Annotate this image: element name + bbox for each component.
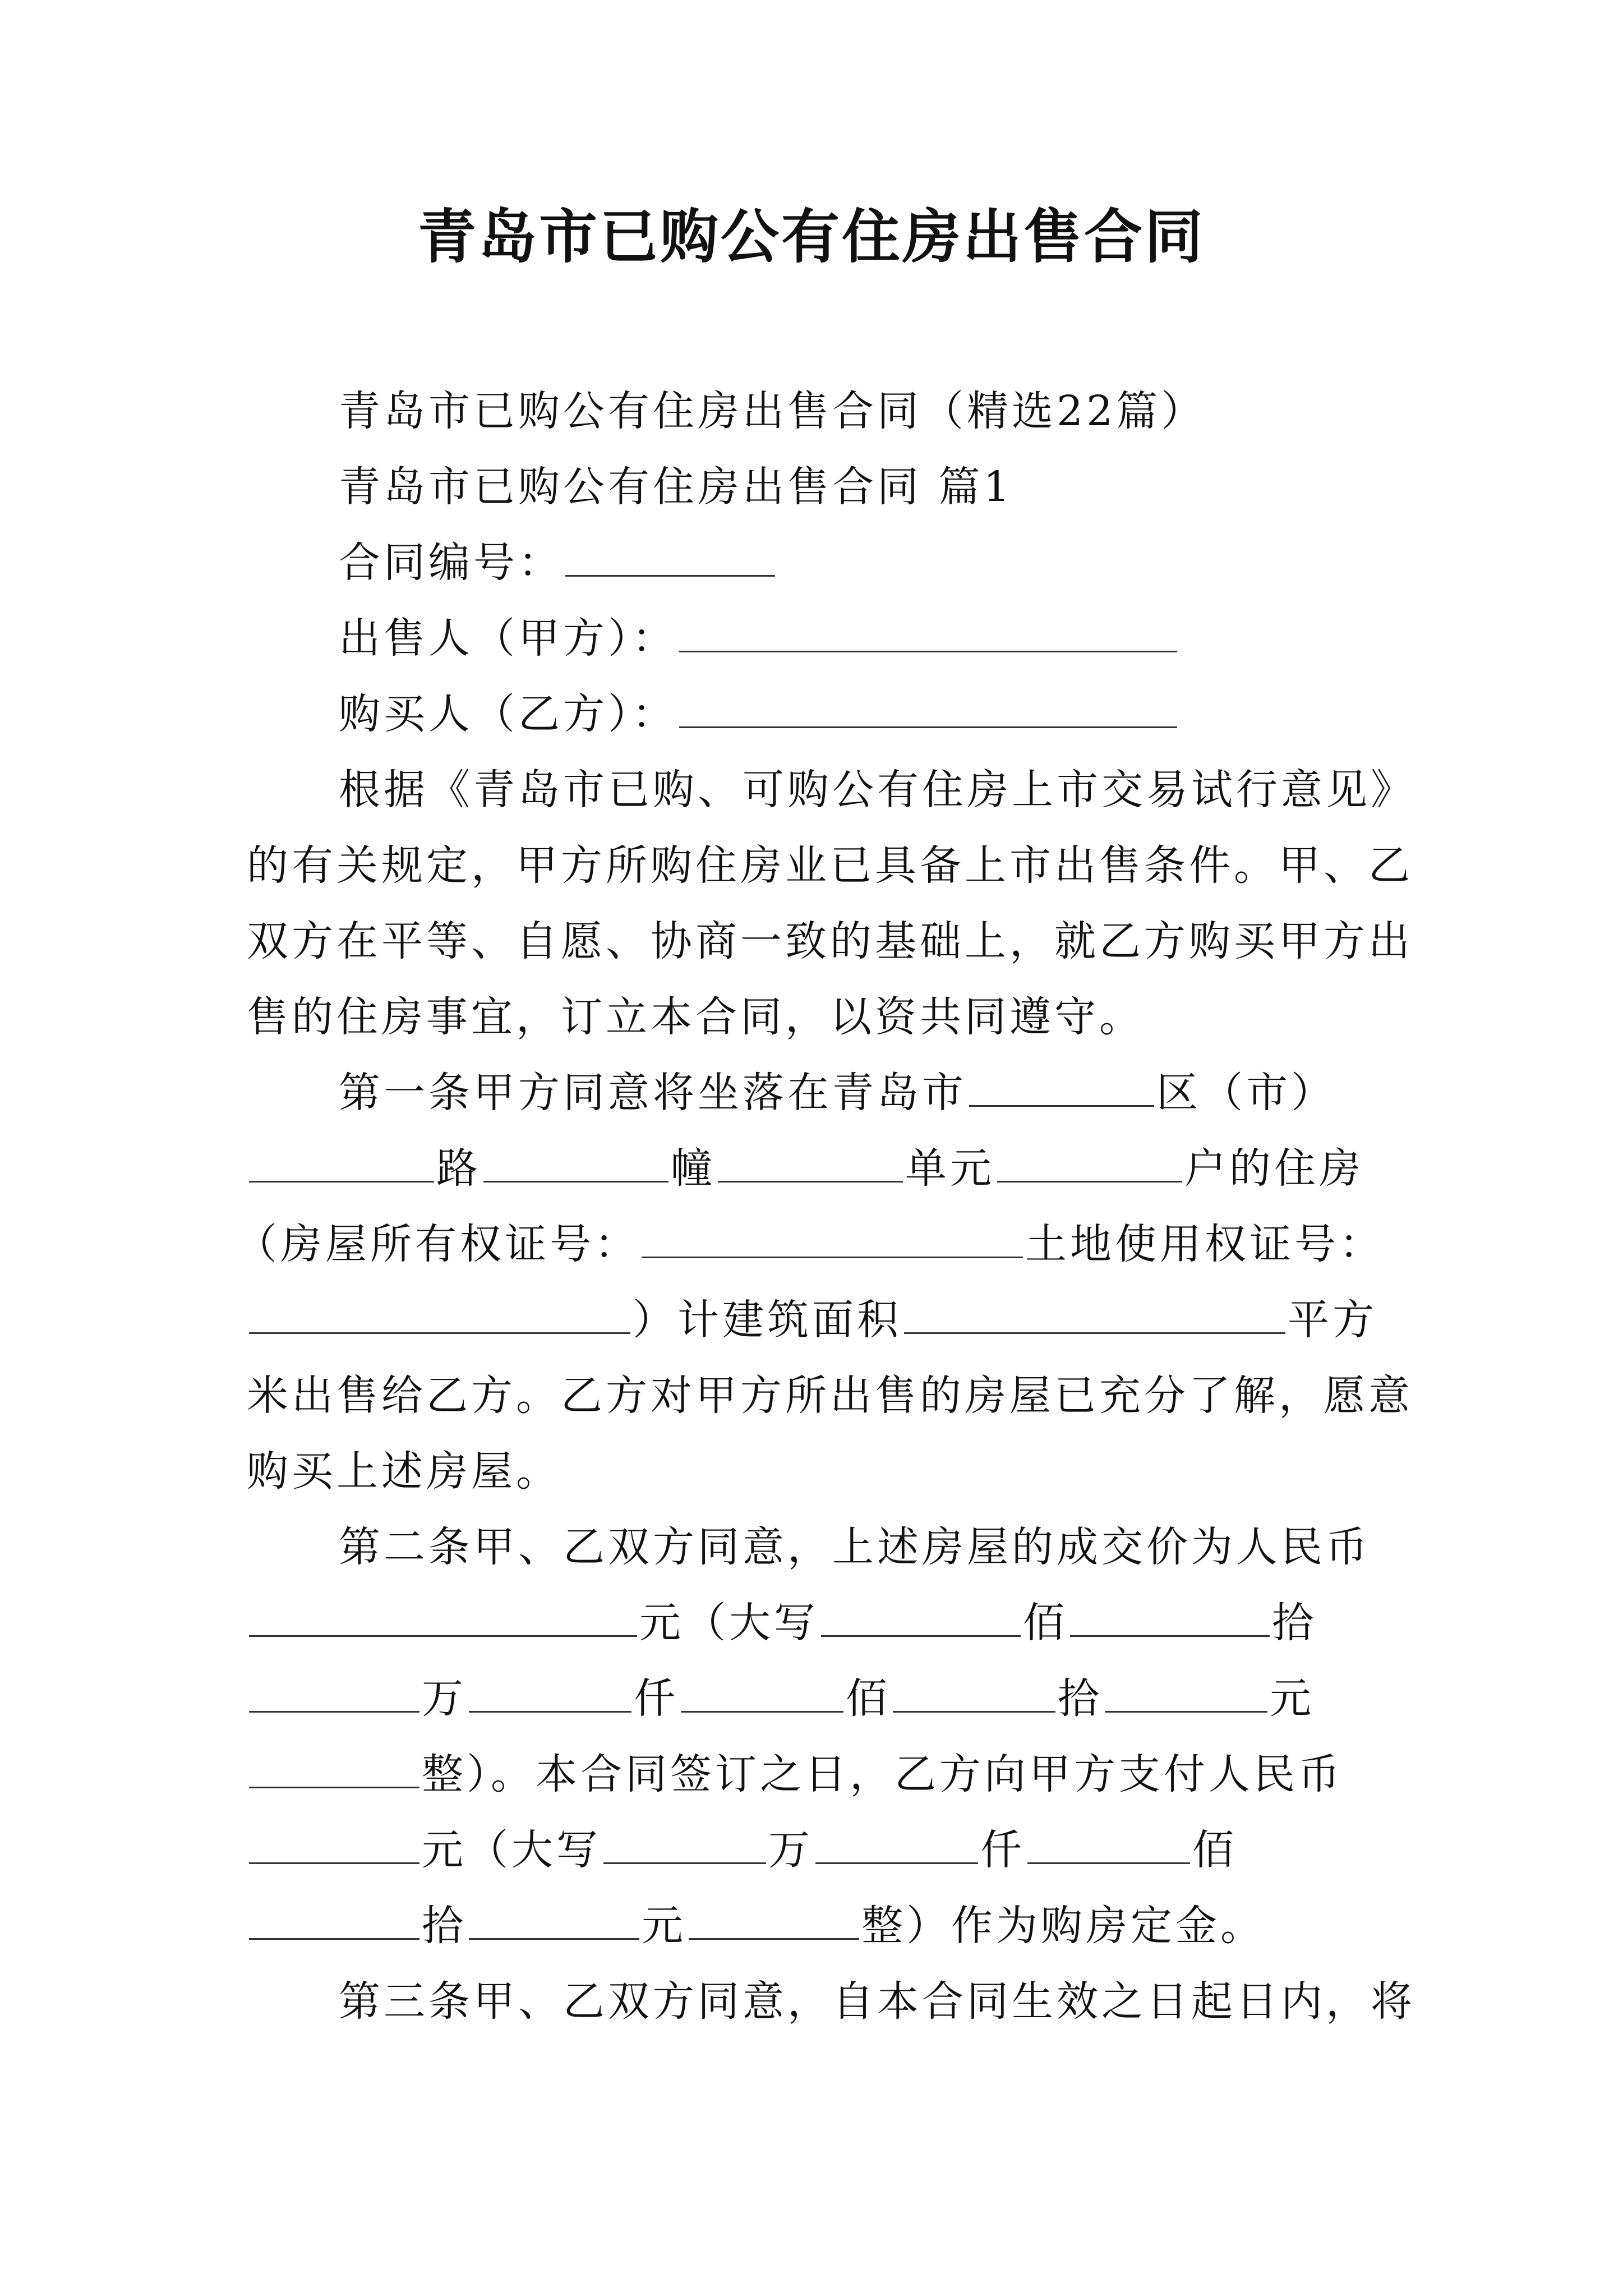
article2-text: 拾 (422, 1902, 467, 1950)
article2-text: 元 (642, 1902, 686, 1950)
buyer-label: 购买人（乙方）： (339, 690, 677, 738)
land-cert-blank (249, 1295, 630, 1334)
article1-text: 单元 (905, 1144, 995, 1193)
article2-line: 第二条甲、乙双方同意，上述房屋的成交价为人民币 (339, 1523, 1371, 1571)
article1-text: 路 (436, 1144, 481, 1193)
article2-text: 佰 (846, 1674, 891, 1723)
deposit-blank (249, 1825, 419, 1864)
seller-line (339, 610, 1179, 666)
price-hundreds-blank (821, 1598, 1021, 1637)
article2-text: 万 (422, 1674, 467, 1723)
deposit-shi-blank (249, 1901, 419, 1940)
deposit-bai-blank (1027, 1825, 1190, 1864)
deposit-yuan-blank (469, 1901, 639, 1940)
preamble-line: 售的住房事宜，订立本合同，以资共同遵守。 (247, 993, 1144, 1041)
article1-text: （房屋所有权证号： (236, 1220, 639, 1268)
qian-blank (469, 1674, 631, 1713)
yuan-blank (1105, 1674, 1267, 1713)
article2-text: 拾 (1058, 1674, 1103, 1723)
article1-line (339, 1065, 1336, 1121)
article2-text: 仟 (634, 1674, 679, 1723)
contract-number-line (339, 535, 777, 591)
document-title: 青岛市已购公有住房出售合同 (417, 202, 1205, 271)
deposit-wan-blank (603, 1825, 766, 1864)
price-tens-blank (1070, 1598, 1270, 1637)
article1-text: ）计建筑面积 (633, 1296, 902, 1344)
buyer-blank (679, 689, 1177, 728)
article1-text: 平方 (1288, 1296, 1377, 1344)
preamble-line: 双方在平等、自愿、协商一致的基础上，就乙方购买甲方出 (247, 917, 1413, 965)
article2-line (247, 1746, 1343, 1802)
article1-line: 购买上述房屋。 (247, 1447, 561, 1496)
contract-number-blank (565, 538, 775, 577)
preamble-line: 的有关规定，甲方所购住房业已具备上市出售条件。甲、乙 (247, 841, 1413, 890)
article2-text: 拾 (1272, 1599, 1317, 1647)
article2-text: 元 (1270, 1674, 1315, 1723)
wan-blank (249, 1674, 419, 1713)
article2-text: 佰 (1023, 1599, 1068, 1647)
article2-text: 元（大写 (639, 1599, 819, 1647)
building-blank (483, 1144, 668, 1182)
seller-label: 出售人（甲方）： (339, 614, 677, 662)
area-blank (904, 1295, 1285, 1334)
article1-line (236, 1216, 1384, 1272)
article2-line (247, 1822, 1237, 1878)
price-whole-blank (249, 1750, 419, 1788)
preamble-line: 根据《青岛市已购、可购公有住房上市交易试行意见》 (339, 766, 1415, 814)
contract-number-label: 合同编号： (339, 539, 563, 587)
article1-text: 第一条甲方同意将坐落在青岛市 (339, 1069, 967, 1117)
household-blank (997, 1144, 1182, 1182)
shi-blank (893, 1674, 1055, 1713)
price-blank (249, 1598, 637, 1637)
article1-line (247, 1292, 1377, 1348)
article1-text: 土地使用权证号： (1025, 1220, 1384, 1268)
article2-text: 整）作为购房定金。 (861, 1902, 1265, 1950)
article1-line: 米出售给乙方。乙方对甲方所出售的房屋已充分了解，愿意 (247, 1372, 1413, 1420)
article2-text: 整）。本合同签订之日，乙方向甲方支付人民币 (422, 1750, 1343, 1798)
article3-line: 第三条甲、乙双方同意，自本合同生效之日起日内，将 (339, 1977, 1415, 2026)
article2-text: 元（大写 (422, 1826, 601, 1874)
article1-text: 幢 (671, 1144, 716, 1193)
article2-line (247, 1595, 1317, 1651)
subtitle: 青岛市已购公有住房出售合同（精选22篇） (339, 387, 1206, 435)
article1-text: 户的住房 (1184, 1144, 1364, 1193)
article2-line (247, 1898, 1265, 1954)
unit-blank (718, 1144, 903, 1182)
article1-text: 区（市） (1156, 1069, 1336, 1117)
district-blank (969, 1068, 1154, 1107)
article2-text: 佰 (1192, 1826, 1237, 1874)
deposit-whole-blank (689, 1901, 859, 1940)
section-heading: 青岛市已购公有住房出售合同 篇1 (339, 463, 1013, 511)
road-blank (249, 1144, 434, 1182)
article2-text: 仟 (980, 1826, 1025, 1874)
article2-text: 万 (768, 1826, 813, 1874)
property-cert-blank (642, 1220, 1023, 1258)
seller-blank (679, 614, 1177, 652)
buyer-line (339, 686, 1179, 742)
article1-line (247, 1140, 1364, 1197)
bai-blank (681, 1674, 843, 1713)
article2-line (247, 1671, 1315, 1727)
deposit-qian-blank (815, 1825, 978, 1864)
